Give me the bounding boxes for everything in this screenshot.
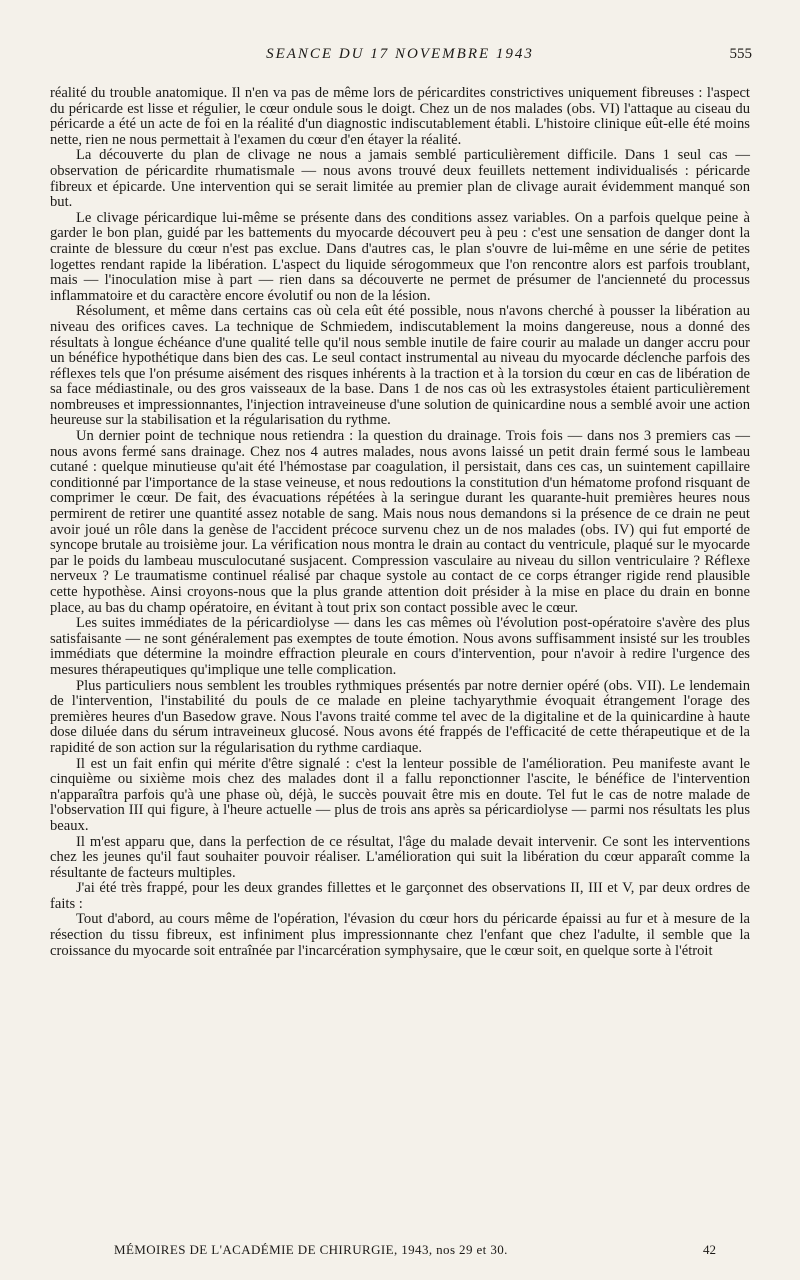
- page-number: 555: [729, 46, 752, 62]
- journal-reference: [114, 1242, 508, 1258]
- paragraph: La découverte du plan de clivage ne nous a jamais semblé particulièrement difficile. Dans 1 seul cas — observation de péricardite rhumatismale — nous avons trouvé deux feuillets nettement individualisés : péricarde fibreux et épicarde. Une intervention qui se serait limitée au premier plan de clivage aurait évidemment manqué son but.: [50, 147, 750, 211]
- article-body: [50, 86, 750, 959]
- paragraph: réalité du trouble anatomique. Il n'en va pas de même lors de péricardites constrictives uniquement fibreuses : l'aspect du péricarde est lisse et régulier, le cœur ondule sous le doigt. Chez un de nos malades (obs. VI) l'attaque au ciseau du péricarde a été un acte de foi en la réalité d'un diagnostic indiscutablement établi. L'histoire clinique eût-elle été moins nette, rien ne nous permettait à l'examen du cœur d'en étayer la réalité.: [50, 85, 750, 148]
- paragraph: Résolument, et même dans certains cas où cela eût été possible, nous n'avons cherché à pousser la libération au niveau des orifices caves. La technique de Schmiedem, indiscutablement la moins dangereuse, nous a donné des résultats à longue échéance d'une qualité telle qu'il nous semble inutile de faire courir au malade un danger accru pour un bénéfice hypothétique dans bien des cas. Le seul contact instrumental au niveau du myocarde déclenche parfois des réflexes tels que l'on présume aisément des risques inhérents à la traction et à la torsion du cœur en cas de libération de sa face médiastinale, ou des gros vaisseaux de la base. Dans 1 de nos cas où les extrasystoles étaient particulièrement nombreuses et impressionnantes, l'injection intraveineuse d'une solution de quinicardine nous a semblé avoir une action heureuse sur la stabilisation et la régularisation du rythme.: [50, 303, 750, 429]
- journal-name: MÉMOIRES DE L'ACADÉMIE DE CHIRURGIE: [114, 1242, 394, 1257]
- running-title: SEANCE DU 17 NOVEMBRE 1943: [266, 46, 534, 62]
- paragraph: Plus particuliers nous semblent les troubles rythmiques présentés par notre dernier opéré (obs. VII). Le lendemain de l'intervention, l'instabilité du pouls de ce malade en pleine tachyarythmie évoquait étrangement l'orage des premières heures d'un Basedow grave. Nous l'avons traité comme tel avec de la digitaline et de la quinicardine à haute dose diluée dans du sérum intraveineux glucosé. Nous avons été frappés de l'efficacité de cette thérapeutique et de la rapidité de son action sur la régularisation du rythme cardiaque.: [50, 677, 750, 756]
- sheet-number: 42: [703, 1242, 716, 1257]
- page-header: [48, 46, 752, 66]
- paragraph: Il est un fait enfin qui mérite d'être signalé : c'est la lenteur possible de l'amélioration. Peu manifeste avant le cinquième ou sixième mois chez des malades dont il a fallu reponctionner l'ascite, le bénéfice de l'intervention n'apparaîtra parfois qu'à une phase où, déjà, le succès pouvait être mis en doute. Tel fut le cas de notre malade de l'observation III qui figure, à l'heure actuelle — plus de trois ans après sa péricardiolyse — parmi nos résultats les plus beaux.: [50, 755, 750, 834]
- paragraph: J'ai été très frappé, pour les deux grandes fillettes et le garçonnet des observations II, III et V, par deux ordres de faits :: [50, 880, 750, 912]
- paragraph: Les suites immédiates de la péricardiolyse — dans les cas mêmes où l'évolution post-opératoire s'avère des plus satisfaisante — ne sont généralement pas exemptes de toute émotion. Nous avons suffisamment insisté sur les troubles immédiats que détermine la moindre effraction pleurale en cours d'intervention, pour n'avoir à redire l'urgence des mesures thérapeutiques qu'implique une telle complication.: [50, 615, 750, 678]
- paragraph: Il m'est apparu que, dans la perfection de ce résultat, l'âge du malade devait intervenir. Ce sont les interventions chez les jeunes qu'il faut souhaiter pouvoir réaliser. L'amélioration qui suit la libération du cœur apparaît comme la résultante de facteurs multiples.: [50, 833, 750, 881]
- journal-issue: , 1943, nos 29 et 30.: [393, 1242, 508, 1257]
- paragraph: Tout d'abord, au cours même de l'opération, l'évasion du cœur hors du péricarde épaissi au fur et à mesure de la résection du tissu fibreux, est infiniment plus impressionnante chez l'enfant que chez l'adulte, il semble que la croissance du myocarde soit entraînée par l'incarcération symphysaire, que le cœur soit, en quelque sorte à l'étroit: [50, 911, 750, 959]
- page-footer: [48, 1242, 752, 1260]
- paragraph: Le clivage péricardique lui-même se présente dans des conditions assez variables. On a parfois quelque peine à garder le bon plan, guidé par les battements du myocarde découvert peu à peu : c'est une sensation de danger dont la crainte de blessure du cœur n'est pas exclue. Dans d'autres cas, le plan s'ouvre de lui-même en une série de petites logettes rendant rapide la libération. L'aspect du liquide sérogommeux que l'on rencontre alors est parfois troublant, mais — l'inoculation mise à part — rien dans sa découverte ne permet de présumer de l'ancienneté du processus inflammatoire et du caractère encore évolutif ou non de la lésion.: [50, 209, 750, 304]
- paragraph: Un dernier point de technique nous retiendra : la question du drainage. Trois fois — dans nos 3 premiers cas — nous avons fermé sans drainage. Chez nos 4 autres malades, nous avons laissé un petit drain fermé sous le lambeau cutané : quelque minutieuse qu'ait été l'hémostase par coagulation, il persistait, dans ces cas, un suintement capillaire conditionné par l'importance de la stase veineuse, et nous redoutions la constitution d'un hématome profond risquant de comprimer le cœur. De fait, des évacuations répétées à la seringue durant les quarante-huit premières heures nous permirent de retirer une quantité assez notable de sang. Mais nous nous demandons si la présence de ce drain ne peut avoir joué un rôle dans la genèse de l'accident précoce survenu chez un de nos malades (obs. IV) qui fut emporté de syncope brutale au troisième jour. La vérification nous montra le drain au contact du ventricule, plaqué sur le myocarde par le poids du lambeau musculocutané susjacent. Compression vasculaire au niveau du sillon ventriculaire ? Réflexe nerveux ? Le traumatisme continuel réalisé par chaque systole au contact de ce corps étranger rigide rend plausible cette hypothèse. Ainsi croyons-nous que la plus grande attention doit présider à la mise en place du drain en bonne place, au bas du champ opératoire, en évitant à tout prix son contact possible avec le cœur.: [50, 428, 750, 616]
